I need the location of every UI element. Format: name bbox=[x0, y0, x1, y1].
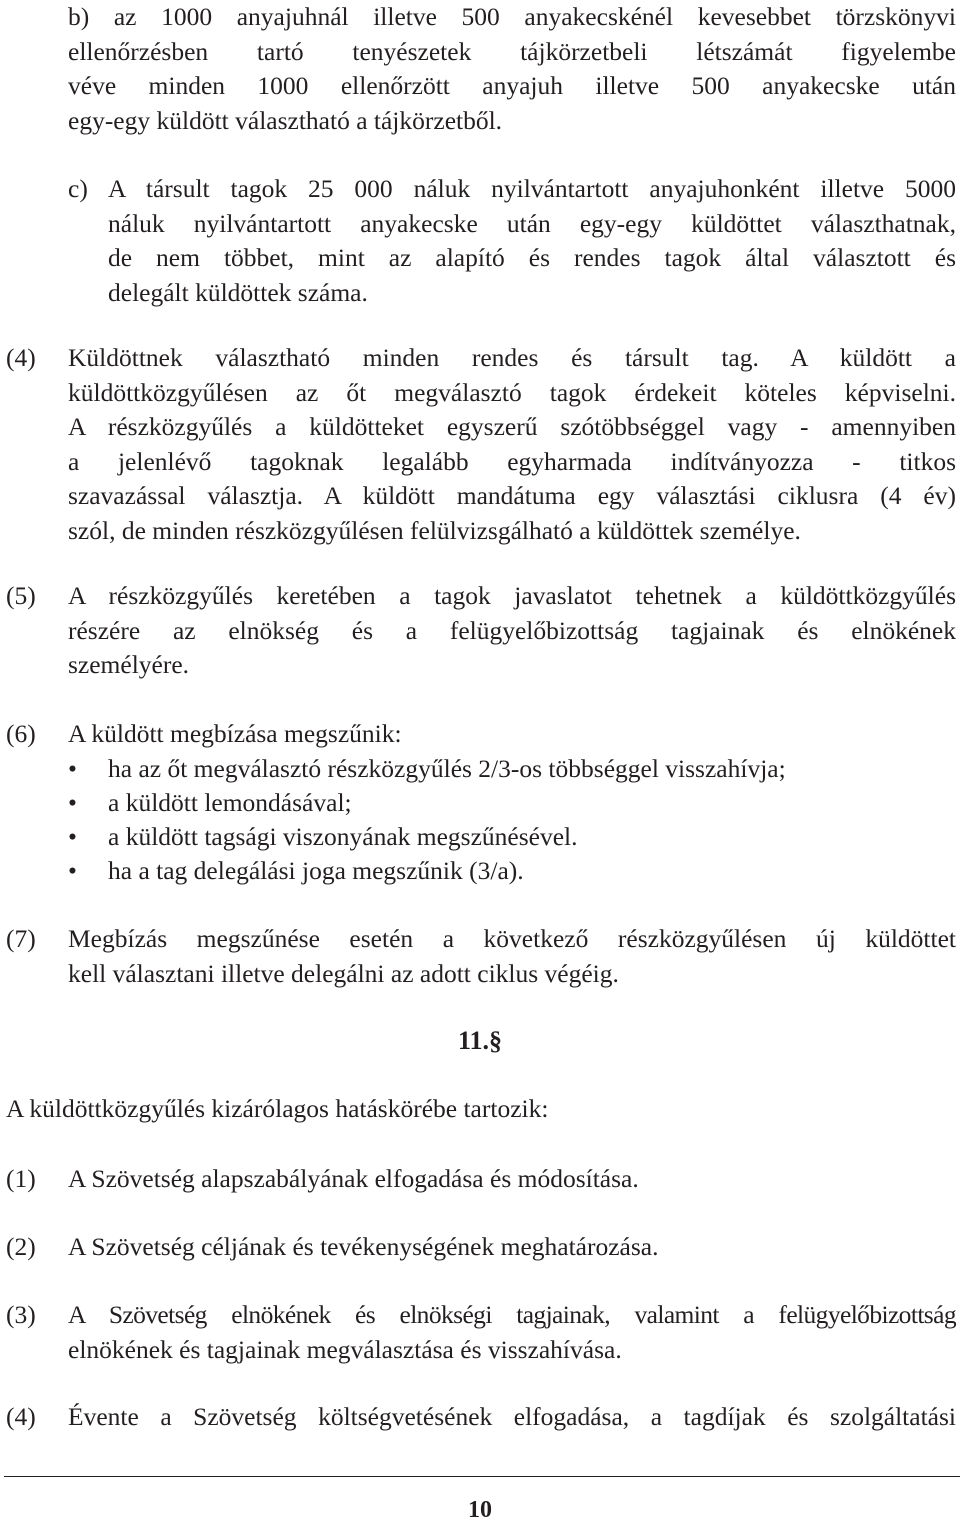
bullet-icon: • bbox=[68, 856, 77, 885]
point-6-intro: A küldött megbízása megszűnik: bbox=[68, 719, 402, 748]
paragraph-c-line: de nem többet, mint az alapító és rendes tagok által választott és bbox=[108, 243, 956, 272]
point-7-number: (7) bbox=[6, 924, 36, 953]
paragraph-b-line: véve minden 1000 ellenőrzött anyajuh illetve 500 anyakecske után bbox=[68, 71, 956, 100]
paragraph-b-line: ellenőrzésben tartó tenyészetek tájkörzetbeli létszámát figyelembe bbox=[68, 36, 956, 66]
point-4-line: szavazással választja. A küldött mandátuma egy választási ciklusra (4 év) bbox=[68, 481, 956, 510]
bullet-icon: • bbox=[68, 754, 77, 783]
point-4-line: küldöttközgyűlésen az őt megválasztó tagok érdekeit köteles képviselni. bbox=[68, 377, 956, 407]
item-3-line: A Szövetség elnökének és elnökségi tagjainak, valamint a felügyelőbizottság bbox=[68, 1300, 956, 1329]
bullet-icon: • bbox=[68, 788, 77, 817]
bullet-item bbox=[68, 752, 956, 786]
paragraph-c-label: c) bbox=[68, 174, 88, 203]
item-3-text bbox=[68, 1298, 956, 1367]
paragraph-c-line: delegált küldöttek száma. bbox=[108, 277, 368, 307]
bullet-item bbox=[68, 854, 956, 888]
point-5-line: A részközgyűlés keretében a tagok javaslatot tehetnek a küldöttközgyűlés bbox=[68, 581, 956, 610]
item-4-text bbox=[68, 1400, 956, 1435]
bullet-item bbox=[68, 786, 956, 820]
point-5-text bbox=[68, 579, 956, 683]
paragraph-b bbox=[68, 0, 956, 138]
bullet-item bbox=[68, 820, 956, 854]
item-3-line: elnökének és tagjainak megválasztása és visszahívása. bbox=[68, 1334, 622, 1364]
bullet-text: a küldött tagsági viszonyának megszűnésével. bbox=[108, 822, 578, 851]
item-1-text bbox=[68, 1162, 956, 1197]
bullet-text: ha a tag delegálási joga megszűnik (3/a). bbox=[108, 856, 524, 885]
point-5-line: személyére. bbox=[68, 650, 190, 679]
item-1-number: (1) bbox=[6, 1164, 36, 1193]
bullet-text: ha az őt megválasztó részközgyűlés 2/3-os többséggel visszahívja; bbox=[108, 754, 786, 783]
item-4-number: (4) bbox=[6, 1402, 36, 1431]
bullet-icon: • bbox=[68, 822, 77, 851]
point-7-text bbox=[68, 922, 956, 991]
bullet-text: a küldött lemondásával; bbox=[108, 788, 352, 817]
paragraph-c-line: A társult tagok 25 000 náluk nyilvántartott anyajuhonként illetve 5000 bbox=[108, 174, 956, 203]
item-1-line: A Szövetség alapszabályának elfogadása és módosítása. bbox=[68, 1164, 639, 1193]
item-3-number: (3) bbox=[6, 1300, 36, 1329]
item-2-text bbox=[68, 1230, 956, 1265]
point-4-text bbox=[68, 341, 956, 548]
footer-divider bbox=[4, 1476, 960, 1477]
point-4-line: Küldöttnek választható minden rendes és társult tag. A küldött a bbox=[68, 343, 956, 372]
point-4-line: szól, de minden részközgyűlésen felülvizsgálható a küldöttek személye. bbox=[68, 515, 801, 545]
point-4-number: (4) bbox=[6, 343, 36, 372]
point-4-line: a jelenlévő tagoknak legalább egyharmada indítványozza - titkos bbox=[68, 446, 956, 476]
paragraph-c bbox=[108, 172, 956, 310]
point-7-line: Megbízás megszűnése esetén a következő részközgyűlésen új küldöttet bbox=[68, 924, 956, 953]
point-5-number: (5) bbox=[6, 581, 36, 610]
paragraph-b-line: egy-egy küldött választható a tájkörzetből. bbox=[68, 105, 503, 135]
item-2-line: A Szövetség céljának és tevékenységének meghatározása. bbox=[68, 1232, 659, 1261]
point-6-number: (6) bbox=[6, 719, 36, 748]
point-7-line: kell választani illetve delegálni az adott ciklus végéig. bbox=[68, 958, 619, 988]
item-2-number: (2) bbox=[6, 1232, 36, 1261]
section-title: 11.§ bbox=[457, 1026, 503, 1055]
point-5-line: részére az elnökség és a felügyelőbizottság tagjainak és elnökének bbox=[68, 615, 956, 645]
page-number: 10 bbox=[468, 1497, 492, 1523]
section-intro: A küldöttközgyűlés kizárólagos hatáskörébe tartozik: bbox=[6, 1094, 549, 1123]
paragraph-b-line: b) az 1000 anyajuhnál illetve 500 anyakecskénél kevesebbet törzskönyvi bbox=[68, 2, 956, 31]
item-4-line: Évente a Szövetség költségvetésének elfogadása, a tagdíjak és szolgáltatási bbox=[68, 1402, 956, 1431]
point-4-line: A részközgyűlés a küldötteket egyszerű szótöbbséggel vagy - amennyiben bbox=[68, 412, 956, 441]
paragraph-c-line: náluk nyilvántartott anyakecske után egy-egy küldöttet választhatnak, bbox=[108, 208, 956, 238]
